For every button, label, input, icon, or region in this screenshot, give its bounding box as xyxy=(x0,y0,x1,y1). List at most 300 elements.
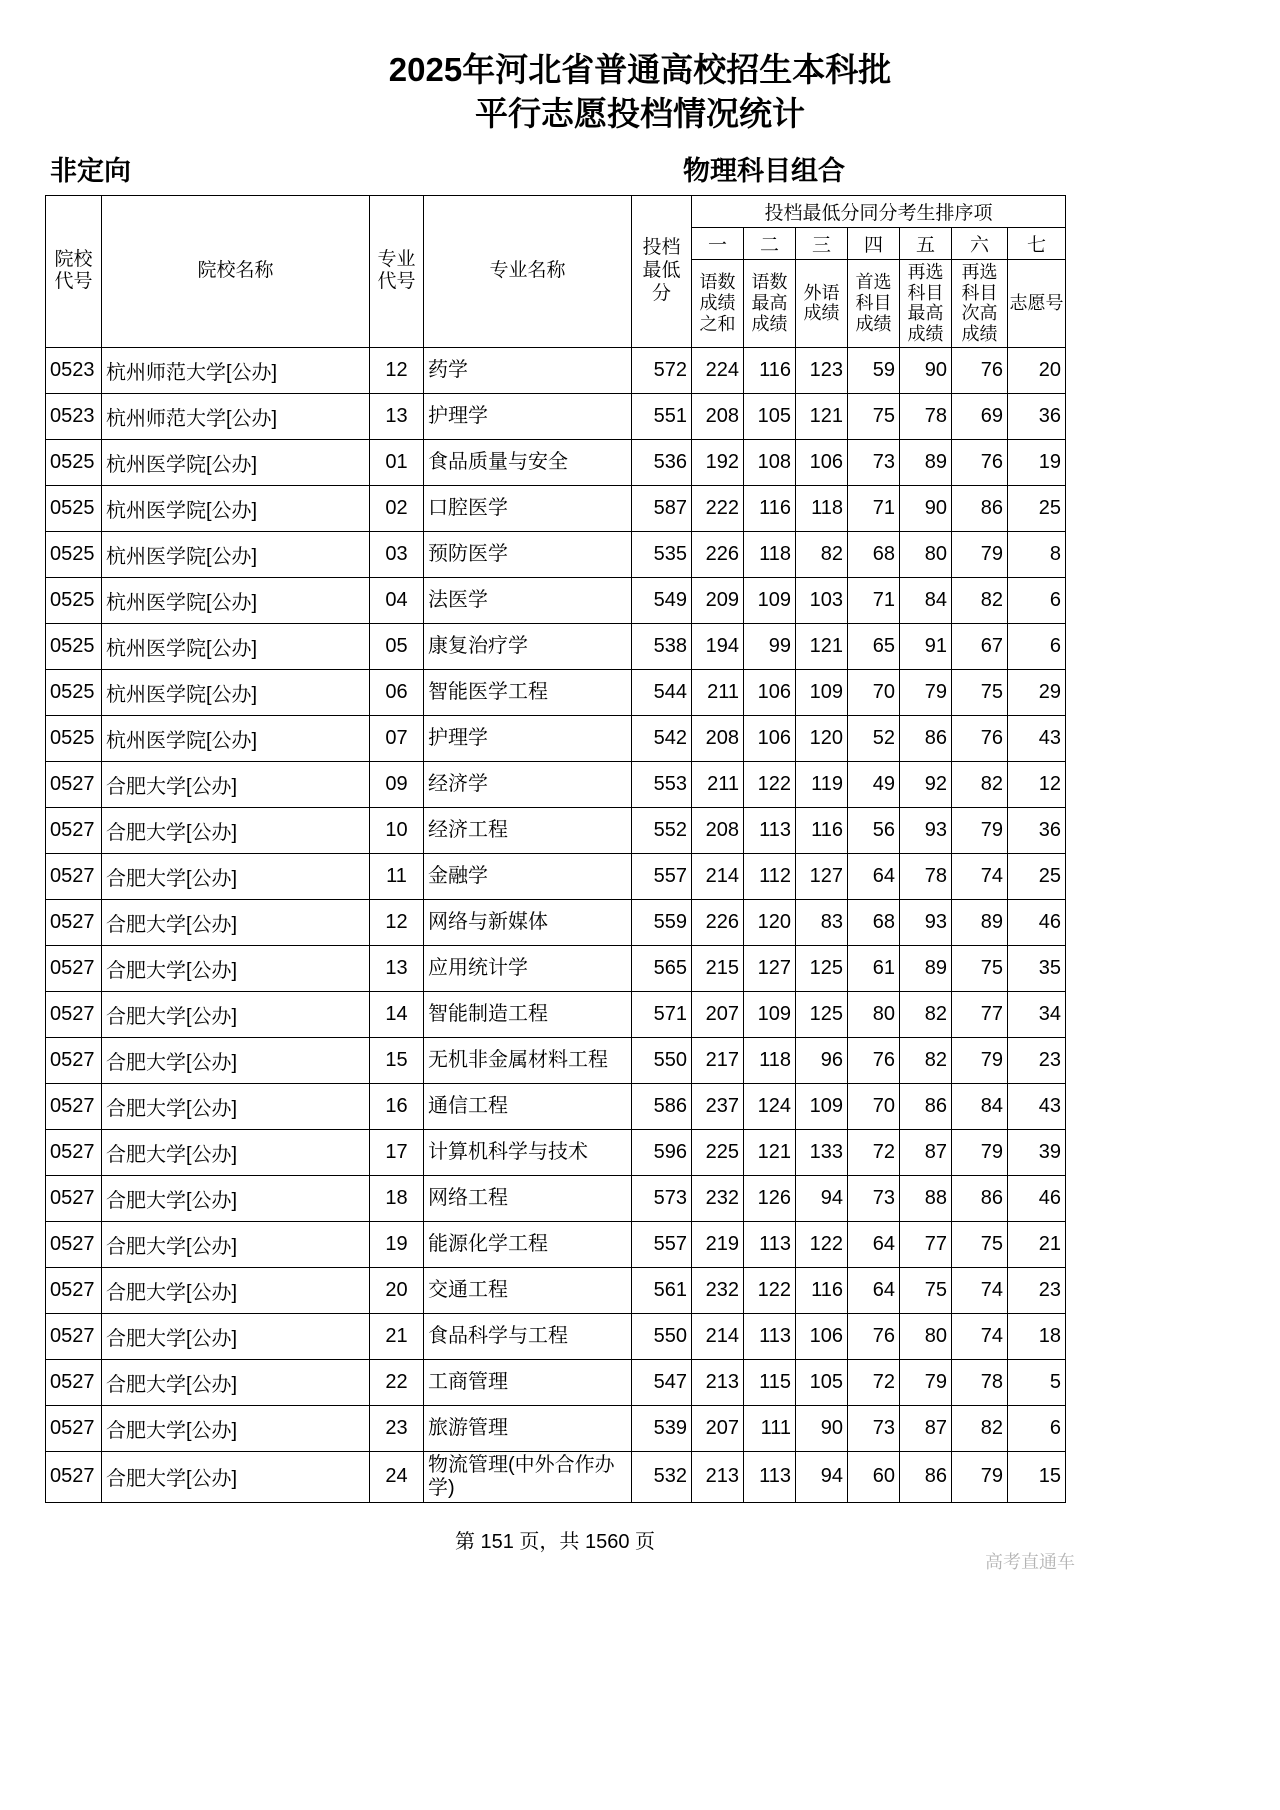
score-cell-7: 21 xyxy=(1008,1221,1066,1267)
score-cell-7: 5 xyxy=(1008,1359,1066,1405)
score-cell-2: 106 xyxy=(744,669,796,715)
major-name-cell: 网络工程 xyxy=(424,1175,632,1221)
score-cell-4: 71 xyxy=(848,485,900,531)
major-name-cell: 法医学 xyxy=(424,577,632,623)
score-cell-7: 25 xyxy=(1008,485,1066,531)
score-cell-1: 208 xyxy=(692,807,744,853)
score-cell-3: 120 xyxy=(796,715,848,761)
score-cell-4: 70 xyxy=(848,1083,900,1129)
college-code-cell: 0527 xyxy=(46,1175,102,1221)
score-cell-3: 109 xyxy=(796,1083,848,1129)
score-cell-3: 94 xyxy=(796,1451,848,1502)
score-cell-3: 119 xyxy=(796,761,848,807)
score-cell-7: 29 xyxy=(1008,669,1066,715)
min-score-cell: 535 xyxy=(632,531,692,577)
score-cell-6: 82 xyxy=(952,1405,1008,1451)
college-code-cell: 0527 xyxy=(46,991,102,1037)
score-cell-6: 82 xyxy=(952,577,1008,623)
score-cell-1: 232 xyxy=(692,1175,744,1221)
score-cell-6: 76 xyxy=(952,715,1008,761)
score-cell-3: 109 xyxy=(796,669,848,715)
major-name-cell: 无机非金属材料工程 xyxy=(424,1037,632,1083)
rank-col-6-num: 六 xyxy=(952,228,1008,260)
major-name-cell: 康复治疗学 xyxy=(424,623,632,669)
table-row xyxy=(46,807,1066,853)
score-cell-7: 46 xyxy=(1008,1175,1066,1221)
min-score-cell: 552 xyxy=(632,807,692,853)
score-cell-4: 73 xyxy=(848,1175,900,1221)
score-cell-1: 213 xyxy=(692,1359,744,1405)
min-score-cell: 559 xyxy=(632,899,692,945)
score-cell-4: 61 xyxy=(848,945,900,991)
major-name-cell: 工商管理 xyxy=(424,1359,632,1405)
score-cell-2: 108 xyxy=(744,439,796,485)
score-cell-7: 43 xyxy=(1008,1083,1066,1129)
major-name-cell: 护理学 xyxy=(424,393,632,439)
min-score-cell: 536 xyxy=(632,439,692,485)
score-cell-1: 224 xyxy=(692,347,744,393)
score-cell-1: 226 xyxy=(692,531,744,577)
college-code-cell: 0523 xyxy=(46,393,102,439)
score-cell-5: 93 xyxy=(900,899,952,945)
score-cell-1: 211 xyxy=(692,761,744,807)
score-cell-7: 15 xyxy=(1008,1451,1066,1502)
table-row xyxy=(46,761,1066,807)
score-cell-3: 123 xyxy=(796,347,848,393)
score-cell-1: 217 xyxy=(692,1037,744,1083)
score-cell-6: 77 xyxy=(952,991,1008,1037)
college-name-cell: 合肥大学[公办] xyxy=(102,1359,370,1405)
group-header-tiebreak: 投档最低分同分考生排序项 xyxy=(692,196,1066,228)
score-cell-5: 75 xyxy=(900,1267,952,1313)
rank-col-7-label: 志愿号 xyxy=(1008,260,1066,348)
rank-col-7-num: 七 xyxy=(1008,228,1066,260)
min-score-cell: 553 xyxy=(632,761,692,807)
min-score-cell: 550 xyxy=(632,1037,692,1083)
major-code-cell: 16 xyxy=(370,1083,424,1129)
table-row xyxy=(46,485,1066,531)
score-cell-3: 121 xyxy=(796,393,848,439)
score-cell-7: 20 xyxy=(1008,347,1066,393)
score-cell-4: 64 xyxy=(848,1221,900,1267)
score-cell-7: 39 xyxy=(1008,1129,1066,1175)
major-code-cell: 24 xyxy=(370,1451,424,1502)
score-cell-7: 6 xyxy=(1008,623,1066,669)
score-cell-1: 208 xyxy=(692,715,744,761)
score-cell-3: 82 xyxy=(796,531,848,577)
college-code-cell: 0525 xyxy=(46,669,102,715)
table-row xyxy=(46,1129,1066,1175)
score-cell-1: 226 xyxy=(692,899,744,945)
major-name-cell: 食品质量与安全 xyxy=(424,439,632,485)
college-code-cell: 0527 xyxy=(46,1129,102,1175)
table-row xyxy=(46,577,1066,623)
score-cell-2: 120 xyxy=(744,899,796,945)
major-name-cell: 旅游管理 xyxy=(424,1405,632,1451)
major-code-cell: 22 xyxy=(370,1359,424,1405)
score-cell-2: 106 xyxy=(744,715,796,761)
col-header-min-score: 投档最低分 xyxy=(632,196,692,348)
score-cell-5: 80 xyxy=(900,1313,952,1359)
table-row xyxy=(46,1313,1066,1359)
col-header-major-code: 专业代号 xyxy=(370,196,424,348)
score-cell-3: 103 xyxy=(796,577,848,623)
college-name-cell: 杭州医学院[公办] xyxy=(102,439,370,485)
score-cell-2: 115 xyxy=(744,1359,796,1405)
major-name-cell: 交通工程 xyxy=(424,1267,632,1313)
score-cell-5: 92 xyxy=(900,761,952,807)
college-name-cell: 合肥大学[公办] xyxy=(102,1267,370,1313)
score-cell-1: 214 xyxy=(692,853,744,899)
college-name-cell: 合肥大学[公办] xyxy=(102,1451,370,1502)
score-cell-2: 113 xyxy=(744,1451,796,1502)
college-name-cell: 杭州师范大学[公办] xyxy=(102,347,370,393)
watermark-text: 高考直通车 xyxy=(985,1552,1075,1572)
score-cell-2: 122 xyxy=(744,761,796,807)
table-row xyxy=(46,439,1066,485)
score-cell-6: 76 xyxy=(952,439,1008,485)
score-cell-6: 79 xyxy=(952,1451,1008,1502)
college-code-cell: 0527 xyxy=(46,1405,102,1451)
rank-col-4-label: 首选科目成绩 xyxy=(848,260,900,348)
min-score-cell: 532 xyxy=(632,1451,692,1502)
score-cell-6: 67 xyxy=(952,623,1008,669)
score-cell-4: 59 xyxy=(848,347,900,393)
score-cell-6: 86 xyxy=(952,1175,1008,1221)
table-row xyxy=(46,1083,1066,1129)
college-code-cell: 0523 xyxy=(46,347,102,393)
col-header-college-name: 院校名称 xyxy=(102,196,370,348)
score-cell-7: 46 xyxy=(1008,899,1066,945)
college-code-cell: 0525 xyxy=(46,485,102,531)
score-cell-1: 213 xyxy=(692,1451,744,1502)
major-name-cell: 能源化学工程 xyxy=(424,1221,632,1267)
score-cell-2: 116 xyxy=(744,347,796,393)
score-cell-6: 74 xyxy=(952,1267,1008,1313)
score-cell-6: 79 xyxy=(952,531,1008,577)
score-cell-7: 23 xyxy=(1008,1267,1066,1313)
major-code-cell: 11 xyxy=(370,853,424,899)
table-row xyxy=(46,945,1066,991)
college-name-cell: 合肥大学[公办] xyxy=(102,807,370,853)
score-cell-2: 99 xyxy=(744,623,796,669)
major-name-cell: 经济工程 xyxy=(424,807,632,853)
major-code-cell: 12 xyxy=(370,347,424,393)
score-cell-1: 207 xyxy=(692,1405,744,1451)
min-score-cell: 557 xyxy=(632,1221,692,1267)
major-name-cell: 计算机科学与技术 xyxy=(424,1129,632,1175)
rank-col-1-num: 一 xyxy=(692,228,744,260)
table-row xyxy=(46,393,1066,439)
major-name-cell: 药学 xyxy=(424,347,632,393)
college-name-cell: 合肥大学[公办] xyxy=(102,1175,370,1221)
major-code-cell: 12 xyxy=(370,899,424,945)
score-cell-7: 6 xyxy=(1008,1405,1066,1451)
college-code-cell: 0525 xyxy=(46,715,102,761)
score-cell-1: 214 xyxy=(692,1313,744,1359)
score-cell-5: 89 xyxy=(900,945,952,991)
college-code-cell: 0525 xyxy=(46,577,102,623)
score-cell-1: 237 xyxy=(692,1083,744,1129)
score-cell-2: 127 xyxy=(744,945,796,991)
rank-col-5-label: 再选科目最高成绩 xyxy=(900,260,952,348)
min-score-cell: 565 xyxy=(632,945,692,991)
score-cell-2: 116 xyxy=(744,485,796,531)
score-cell-7: 35 xyxy=(1008,945,1066,991)
score-cell-5: 86 xyxy=(900,1083,952,1129)
major-code-cell: 03 xyxy=(370,531,424,577)
min-score-cell: 551 xyxy=(632,393,692,439)
score-cell-3: 133 xyxy=(796,1129,848,1175)
min-score-cell: 557 xyxy=(632,853,692,899)
college-name-cell: 合肥大学[公办] xyxy=(102,899,370,945)
score-cell-1: 219 xyxy=(692,1221,744,1267)
score-cell-6: 75 xyxy=(952,669,1008,715)
major-code-cell: 13 xyxy=(370,393,424,439)
major-code-cell: 10 xyxy=(370,807,424,853)
plan-type-label: 非定向 xyxy=(50,156,131,187)
score-cell-2: 122 xyxy=(744,1267,796,1313)
major-name-cell: 口腔医学 xyxy=(424,485,632,531)
score-cell-1: 222 xyxy=(692,485,744,531)
table-row xyxy=(46,347,1066,393)
score-cell-6: 75 xyxy=(952,1221,1008,1267)
score-cell-7: 34 xyxy=(1008,991,1066,1037)
score-cell-6: 79 xyxy=(952,1129,1008,1175)
college-code-cell: 0527 xyxy=(46,945,102,991)
college-name-cell: 合肥大学[公办] xyxy=(102,761,370,807)
score-cell-2: 109 xyxy=(744,991,796,1037)
score-cell-3: 116 xyxy=(796,1267,848,1313)
college-name-cell: 合肥大学[公办] xyxy=(102,1129,370,1175)
score-cell-7: 36 xyxy=(1008,393,1066,439)
score-cell-4: 64 xyxy=(848,853,900,899)
score-cell-5: 79 xyxy=(900,669,952,715)
table-row xyxy=(46,1451,1066,1502)
title-line-1: 2025年河北省普通高校招生本科批 xyxy=(388,51,892,88)
score-cell-7: 23 xyxy=(1008,1037,1066,1083)
table-row xyxy=(46,1267,1066,1313)
score-cell-2: 113 xyxy=(744,1221,796,1267)
score-cell-4: 73 xyxy=(848,1405,900,1451)
score-cell-2: 113 xyxy=(744,807,796,853)
min-score-cell: 561 xyxy=(632,1267,692,1313)
major-name-cell: 智能制造工程 xyxy=(424,991,632,1037)
score-cell-3: 106 xyxy=(796,439,848,485)
table-row xyxy=(46,1037,1066,1083)
table-row xyxy=(46,531,1066,577)
score-cell-3: 106 xyxy=(796,1313,848,1359)
score-cell-1: 209 xyxy=(692,577,744,623)
score-cell-5: 78 xyxy=(900,853,952,899)
score-cell-6: 74 xyxy=(952,1313,1008,1359)
major-code-cell: 17 xyxy=(370,1129,424,1175)
college-name-cell: 合肥大学[公办] xyxy=(102,991,370,1037)
college-code-cell: 0527 xyxy=(46,1221,102,1267)
college-name-cell: 合肥大学[公办] xyxy=(102,945,370,991)
score-cell-6: 84 xyxy=(952,1083,1008,1129)
min-score-cell: 572 xyxy=(632,347,692,393)
score-cell-3: 122 xyxy=(796,1221,848,1267)
major-name-cell: 应用统计学 xyxy=(424,945,632,991)
score-cell-7: 36 xyxy=(1008,807,1066,853)
page-title xyxy=(0,0,1280,135)
score-cell-4: 71 xyxy=(848,577,900,623)
score-cell-4: 64 xyxy=(848,1267,900,1313)
major-name-cell: 通信工程 xyxy=(424,1083,632,1129)
college-name-cell: 杭州医学院[公办] xyxy=(102,623,370,669)
score-cell-3: 127 xyxy=(796,853,848,899)
score-cell-4: 72 xyxy=(848,1129,900,1175)
score-cell-6: 74 xyxy=(952,853,1008,899)
table-row xyxy=(46,1175,1066,1221)
rank-col-2-num: 二 xyxy=(744,228,796,260)
score-cell-3: 125 xyxy=(796,991,848,1037)
min-score-cell: 550 xyxy=(632,1313,692,1359)
score-cell-5: 86 xyxy=(900,715,952,761)
score-cell-5: 84 xyxy=(900,577,952,623)
college-code-cell: 0527 xyxy=(46,899,102,945)
major-name-cell: 预防医学 xyxy=(424,531,632,577)
score-cell-4: 68 xyxy=(848,899,900,945)
table-row xyxy=(46,991,1066,1037)
score-cell-3: 96 xyxy=(796,1037,848,1083)
min-score-cell: 542 xyxy=(632,715,692,761)
table-row xyxy=(46,1405,1066,1451)
score-cell-3: 118 xyxy=(796,485,848,531)
major-code-cell: 07 xyxy=(370,715,424,761)
score-cell-5: 87 xyxy=(900,1129,952,1175)
major-code-cell: 21 xyxy=(370,1313,424,1359)
score-cell-3: 105 xyxy=(796,1359,848,1405)
major-code-cell: 04 xyxy=(370,577,424,623)
score-cell-1: 194 xyxy=(692,623,744,669)
major-code-cell: 23 xyxy=(370,1405,424,1451)
score-cell-2: 111 xyxy=(744,1405,796,1451)
score-cell-1: 215 xyxy=(692,945,744,991)
college-name-cell: 合肥大学[公办] xyxy=(102,1083,370,1129)
major-name-cell: 金融学 xyxy=(424,853,632,899)
score-cell-5: 82 xyxy=(900,1037,952,1083)
score-cell-2: 112 xyxy=(744,853,796,899)
min-score-cell: 539 xyxy=(632,1405,692,1451)
score-cell-7: 12 xyxy=(1008,761,1066,807)
rank-col-2-label: 语数最高成绩 xyxy=(744,260,796,348)
score-cell-4: 70 xyxy=(848,669,900,715)
score-cell-4: 60 xyxy=(848,1451,900,1502)
major-code-cell: 06 xyxy=(370,669,424,715)
score-cell-5: 82 xyxy=(900,991,952,1037)
rank-col-3-label: 外语成绩 xyxy=(796,260,848,348)
col-header-college-code: 院校代号 xyxy=(46,196,102,348)
score-cell-2: 118 xyxy=(744,531,796,577)
min-score-cell: 538 xyxy=(632,623,692,669)
score-cell-2: 105 xyxy=(744,393,796,439)
score-cell-1: 232 xyxy=(692,1267,744,1313)
score-cell-4: 76 xyxy=(848,1313,900,1359)
major-code-cell: 09 xyxy=(370,761,424,807)
major-name-cell: 物流管理(中外合作办学) xyxy=(424,1451,632,1502)
score-cell-2: 109 xyxy=(744,577,796,623)
college-name-cell: 杭州医学院[公办] xyxy=(102,485,370,531)
major-name-cell: 经济学 xyxy=(424,761,632,807)
score-cell-4: 52 xyxy=(848,715,900,761)
title-line-2: 平行志愿投档情况统计 xyxy=(475,94,805,132)
score-cell-6: 82 xyxy=(952,761,1008,807)
page-number-info: 第 151 页，共 1560 页 xyxy=(454,1530,656,1553)
major-name-cell: 护理学 xyxy=(424,715,632,761)
score-cell-1: 208 xyxy=(692,393,744,439)
score-cell-2: 121 xyxy=(744,1129,796,1175)
score-cell-1: 192 xyxy=(692,439,744,485)
college-code-cell: 0527 xyxy=(46,853,102,899)
rank-col-3-num: 三 xyxy=(796,228,848,260)
col-header-major-name: 专业名称 xyxy=(424,196,632,348)
college-code-cell: 0525 xyxy=(46,439,102,485)
major-code-cell: 19 xyxy=(370,1221,424,1267)
major-code-cell: 05 xyxy=(370,623,424,669)
score-cell-3: 83 xyxy=(796,899,848,945)
score-cell-7: 8 xyxy=(1008,531,1066,577)
min-score-cell: 544 xyxy=(632,669,692,715)
major-name-cell: 智能医学工程 xyxy=(424,669,632,715)
score-cell-7: 6 xyxy=(1008,577,1066,623)
score-cell-5: 86 xyxy=(900,1451,952,1502)
table-row xyxy=(46,1359,1066,1405)
score-cell-2: 118 xyxy=(744,1037,796,1083)
college-code-cell: 0527 xyxy=(46,1267,102,1313)
score-cell-1: 207 xyxy=(692,991,744,1037)
major-code-cell: 14 xyxy=(370,991,424,1037)
table-header xyxy=(46,196,1066,348)
score-cell-7: 25 xyxy=(1008,853,1066,899)
college-code-cell: 0525 xyxy=(46,623,102,669)
score-cell-5: 90 xyxy=(900,347,952,393)
college-code-cell: 0525 xyxy=(46,531,102,577)
score-cell-4: 75 xyxy=(848,393,900,439)
score-cell-2: 113 xyxy=(744,1313,796,1359)
score-cell-3: 121 xyxy=(796,623,848,669)
min-score-cell: 596 xyxy=(632,1129,692,1175)
rank-col-4-num: 四 xyxy=(848,228,900,260)
min-score-cell: 547 xyxy=(632,1359,692,1405)
table-row xyxy=(46,715,1066,761)
major-code-cell: 20 xyxy=(370,1267,424,1313)
college-name-cell: 杭州医学院[公办] xyxy=(102,531,370,577)
major-code-cell: 01 xyxy=(370,439,424,485)
major-name-cell: 食品科学与工程 xyxy=(424,1313,632,1359)
score-cell-3: 94 xyxy=(796,1175,848,1221)
major-code-cell: 13 xyxy=(370,945,424,991)
major-code-cell: 02 xyxy=(370,485,424,531)
score-cell-6: 79 xyxy=(952,1037,1008,1083)
table-row xyxy=(46,623,1066,669)
college-name-cell: 合肥大学[公办] xyxy=(102,1221,370,1267)
score-cell-2: 126 xyxy=(744,1175,796,1221)
score-cell-5: 93 xyxy=(900,807,952,853)
college-name-cell: 合肥大学[公办] xyxy=(102,853,370,899)
major-name-cell: 网络与新媒体 xyxy=(424,899,632,945)
college-name-cell: 合肥大学[公办] xyxy=(102,1405,370,1451)
min-score-cell: 549 xyxy=(632,577,692,623)
score-cell-2: 124 xyxy=(744,1083,796,1129)
admission-table xyxy=(45,195,1066,1503)
score-cell-5: 78 xyxy=(900,393,952,439)
score-cell-4: 72 xyxy=(848,1359,900,1405)
score-cell-5: 80 xyxy=(900,531,952,577)
score-cell-1: 211 xyxy=(692,669,744,715)
score-cell-5: 90 xyxy=(900,485,952,531)
